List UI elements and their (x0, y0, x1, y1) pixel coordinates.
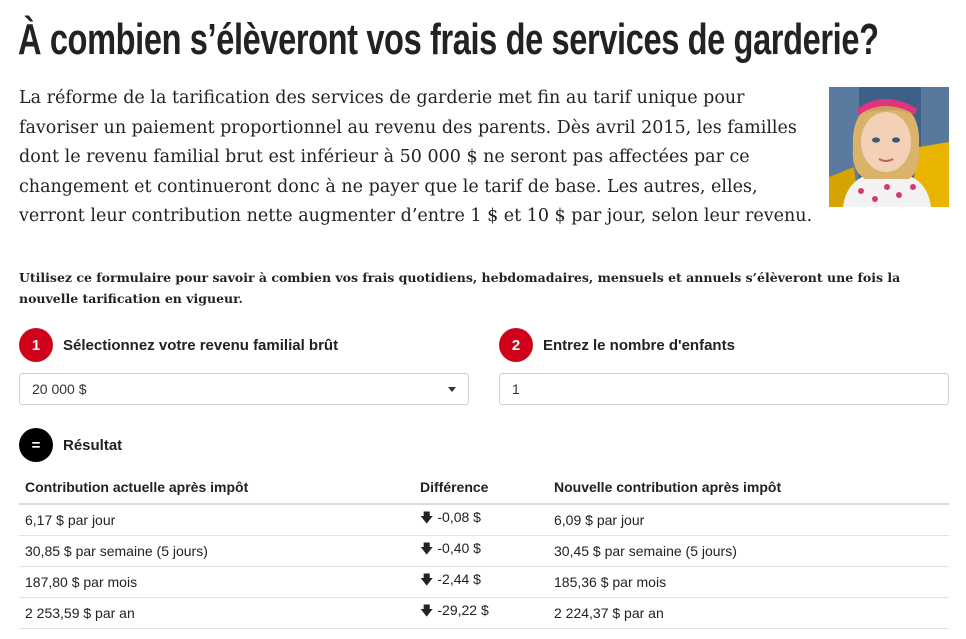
arrow-down-icon: 🡇 (420, 603, 434, 618)
result-label: Résultat (63, 436, 123, 454)
difference-value: -0,40 $ (437, 540, 481, 556)
new-contribution: 6,09 $ par jour (548, 504, 949, 536)
difference-cell (414, 598, 548, 629)
chevron-down-icon (448, 387, 456, 392)
difference-value: -2,44 $ (437, 571, 481, 587)
arrow-down-icon: 🡇 (420, 572, 434, 587)
step-2-badge: 2 (499, 328, 533, 362)
table-row (19, 504, 949, 536)
new-contribution: 2 224,37 $ par an (548, 598, 949, 629)
column-header-current: Contribution actuelle après impôt (19, 472, 414, 504)
intro-paragraph: La réforme de la tarification des services de garderie met fin au tarif unique pour favoriser un paiement proportionnel au revenu des parents. Dès avril 2015, les familles dont le revenu familial brut est inférieur à 50 000 $ ne seront pas affectées par ce changement et continueront donc à ne payer que le tarif de base. Les autres, elles, verront leur contribution nette augmenter d’entre 1 $ et 10 $ par jour, selon leur revenu. (19, 88, 813, 226)
arrow-down-icon: 🡇 (420, 510, 434, 525)
new-contribution: 185,36 $ par mois (548, 567, 949, 598)
table-row (19, 536, 949, 567)
children-count-input[interactable] (499, 373, 949, 405)
difference-cell (414, 536, 548, 567)
result-badge: = (19, 428, 53, 462)
current-contribution: 2 253,59 $ par an (19, 598, 414, 629)
table-header-row (19, 472, 949, 504)
step-children (499, 328, 735, 362)
step-1-badge: 1 (19, 328, 53, 362)
children-count-value: 1 (512, 381, 520, 397)
difference-cell (414, 504, 548, 536)
difference-value: -0,08 $ (437, 509, 481, 525)
result-heading (19, 428, 122, 462)
step-1-label: Sélectionnez votre revenu familial brût (63, 336, 339, 354)
result-table (19, 472, 949, 629)
current-contribution: 6,17 $ par jour (19, 504, 414, 536)
new-contribution: 30,45 $ par semaine (5 jours) (548, 536, 949, 567)
table-row (19, 567, 949, 598)
child-photo (829, 87, 949, 207)
page-title: À combien s’élèveront vos frais de services de garderie? (18, 15, 879, 64)
difference-cell (414, 567, 548, 598)
table-row (19, 598, 949, 629)
income-select[interactable] (19, 373, 469, 405)
arrow-down-icon: 🡇 (420, 541, 434, 556)
column-header-new: Nouvelle contribution après impôt (548, 472, 949, 504)
step-2-label: Entrez le nombre d'enfants (543, 336, 735, 354)
current-contribution: 187,80 $ par mois (19, 567, 414, 598)
column-header-difference: Différence (414, 472, 548, 504)
step-income (19, 328, 338, 362)
current-contribution: 30,85 $ par semaine (5 jours) (19, 536, 414, 567)
form-instructions: Utilisez ce formulaire pour savoir à combien vos frais quotidiens, hebdomadaires, mensuels et annuels s’élèveront une fois la nouvelle tarification en vigueur. (19, 270, 901, 306)
difference-value: -29,22 $ (437, 602, 489, 618)
income-select-value: 20 000 $ (32, 381, 87, 397)
